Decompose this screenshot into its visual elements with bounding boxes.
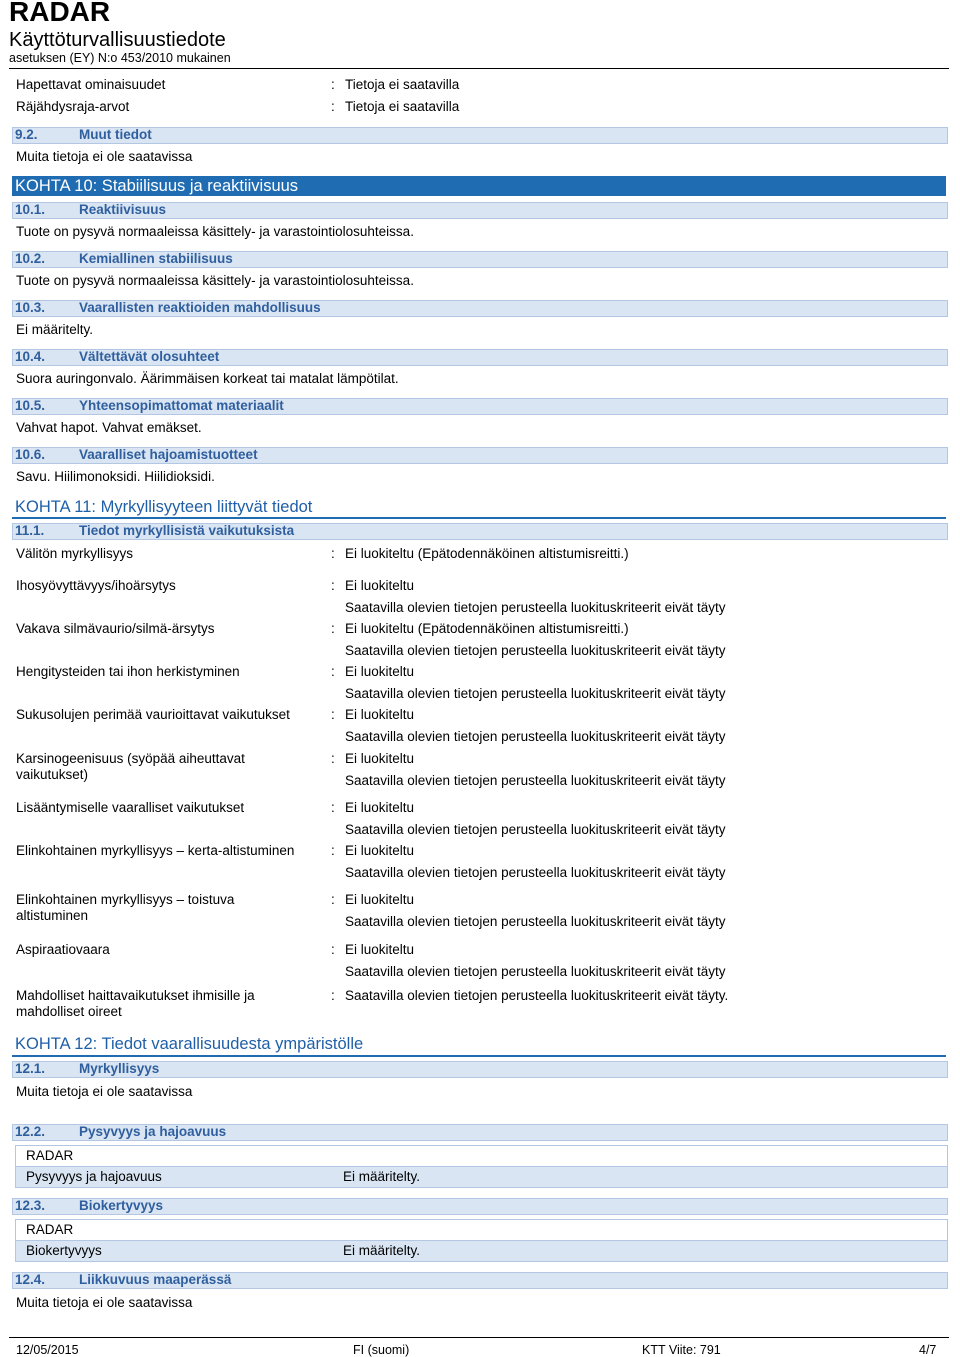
subsection-text: Suora auringonvalo. Äärimmäisen korkeat tai matalat lämpötilat. — [16, 371, 399, 386]
section-title: KOHTA 12: Tiedot vaarallisuudesta ympäristölle — [15, 1035, 364, 1053]
tox-label: Aspiraatiovaara — [16, 942, 110, 957]
subsection-number: 10.4. — [15, 349, 46, 364]
tox-label: Lisääntymiselle vaaralliset vaikutukset — [16, 800, 245, 815]
tox-colon: : — [331, 664, 335, 679]
table-cell-value: Ei määritelty. — [343, 1169, 421, 1184]
tox-note: Saatavilla olevien tietojen perusteella luokituskriteerit eivät täyty — [345, 865, 726, 880]
subsection-title: Pysyvyys ja hajoavuus — [79, 1124, 227, 1139]
tox-value: Ei luokiteltu — [345, 942, 415, 957]
tox-label: Välitön myrkyllisyys — [16, 546, 134, 561]
table-header-row — [16, 1220, 947, 1241]
tox-note: Saatavilla olevien tietojen perusteella luokituskriteerit eivät täyty — [345, 964, 726, 979]
subsection-heading-10-3 — [12, 300, 948, 317]
subsection-title: Biokertyvyys — [79, 1198, 164, 1213]
tox-value: Ei luokiteltu — [345, 800, 415, 815]
prop-colon: : — [331, 99, 335, 114]
tox-label: Karsinogeenisuus (syöpää aiheuttavat — [16, 751, 245, 766]
subsection-number: 12.1. — [15, 1061, 46, 1076]
subsection-heading-10-5 — [12, 398, 948, 415]
tox-value: Ei luokiteltu — [345, 892, 415, 907]
tox-label-cont: altistuminen — [16, 908, 89, 923]
subsection-number: 11.1. — [15, 523, 45, 538]
subsection-title: Muut tiedot — [79, 127, 152, 142]
subsection-heading-12-2 — [12, 1124, 948, 1141]
subsection-text: Muita tietoja ei ole saatavissa — [16, 149, 193, 164]
subsection-title: Myrkyllisyys — [79, 1061, 160, 1076]
table-cell-label: Pysyvyys ja hajoavuus — [26, 1169, 162, 1184]
subsection-heading-10-1 — [12, 202, 948, 219]
tox-label-cont: mahdolliset oireet — [16, 1004, 122, 1019]
section-12-rule — [12, 1055, 946, 1057]
tox-value: Ei luokiteltu (Epätodennäköinen altistumisreitti.) — [345, 546, 629, 561]
prop-colon: : — [331, 77, 335, 92]
tox-value: Ei luokiteltu — [345, 843, 415, 858]
subsection-number: 12.3. — [15, 1198, 46, 1213]
table-cell-value: Ei määritelty. — [343, 1243, 421, 1258]
document-title: Käyttöturvallisuustiedote — [9, 29, 226, 51]
subsection-number: 10.3. — [15, 300, 46, 315]
table-product: RADAR — [26, 1148, 74, 1163]
regulation-note: asetuksen (EY) N:o 453/2010 mukainen — [9, 51, 231, 65]
tox-colon: : — [331, 800, 335, 815]
table-row — [16, 1167, 947, 1187]
tox-value: Ei luokiteltu (Epätodennäköinen altistumisreitti.) — [345, 621, 629, 636]
subsection-text: Savu. Hiilimonoksidi. Hiilidioksidi. — [16, 469, 215, 484]
subsection-heading-12-1 — [12, 1061, 948, 1078]
subsection-heading-12-4 — [12, 1272, 948, 1289]
subsection-number: 12.4. — [15, 1272, 46, 1287]
subsection-number: 10.5. — [15, 398, 46, 413]
tox-colon: : — [331, 751, 335, 766]
tox-colon: : — [331, 988, 335, 1003]
section-11-heading — [12, 497, 946, 517]
subsection-heading-10-2 — [12, 251, 948, 268]
subsection-text: Ei määritelty. — [16, 322, 94, 337]
subsection-number: 9.2. — [15, 127, 38, 142]
subsection-text: Vahvat hapot. Vahvat emäkset. — [16, 420, 202, 435]
tox-label: Vakava silmävaurio/silmä-ärsytys — [16, 621, 215, 636]
subsection-title: Kemiallinen stabiilisuus — [79, 251, 233, 266]
tox-label: Ihosyövyttävyys/ihoärsytys — [16, 578, 176, 593]
tox-value: Ei luokiteltu — [345, 707, 415, 722]
subsection-heading-9-2 — [12, 127, 948, 144]
tox-label: Sukusolujen perimää vaurioittavat vaikutukset — [16, 707, 290, 722]
subsection-title: Vaarallisten reaktioiden mahdollisuus — [79, 300, 321, 315]
tox-note: Saatavilla olevien tietojen perusteella luokituskriteerit eivät täyty — [345, 643, 726, 658]
tox-colon: : — [331, 707, 335, 722]
subsection-text: Tuote on pysyvä normaaleissa käsittely- ja varastointiolosuhteissa. — [16, 224, 414, 239]
tox-label: Elinkohtainen myrkyllisyys – kerta-altistuminen — [16, 843, 295, 858]
tox-label: Mahdolliset haittavaikutukset ihmisille ja — [16, 988, 255, 1003]
section-12-heading — [12, 1034, 946, 1054]
tox-colon: : — [331, 942, 335, 957]
section-title: KOHTA 11: Myrkyllisyyteen liittyvät tiedot — [15, 498, 313, 516]
subsection-heading-11-1 — [12, 523, 948, 540]
table-row — [16, 1241, 947, 1261]
subsection-number: 12.2. — [15, 1124, 46, 1139]
tox-value: Ei luokiteltu — [345, 664, 415, 679]
footer-page-number: 4/7 — [919, 1343, 937, 1357]
table-product: RADAR — [26, 1222, 74, 1237]
subsection-number: 10.1. — [15, 202, 46, 217]
prop-label: Räjähdysraja-arvot — [16, 99, 130, 114]
tox-colon: : — [331, 892, 335, 907]
subsection-heading-10-4 — [12, 349, 948, 366]
tox-note: Saatavilla olevien tietojen perusteella luokituskriteerit eivät täyty — [345, 773, 726, 788]
tox-note: Saatavilla olevien tietojen perusteella luokituskriteerit eivät täyty — [345, 729, 726, 744]
section-11-rule — [12, 517, 946, 519]
prop-value: Tietoja ei saatavilla — [345, 99, 460, 114]
tox-label: Elinkohtainen myrkyllisyys – toistuva — [16, 892, 235, 907]
section-10-heading — [12, 176, 946, 196]
prop-label: Hapettavat ominaisuudet — [16, 77, 166, 92]
prop-value: Tietoja ei saatavilla — [345, 77, 460, 92]
subsection-number: 10.2. — [15, 251, 46, 266]
tox-value: Ei luokiteltu — [345, 751, 415, 766]
tox-colon: : — [331, 578, 335, 593]
subsection-text: Muita tietoja ei ole saatavissa — [16, 1084, 193, 1099]
tox-note: Saatavilla olevien tietojen perusteella luokituskriteerit eivät täyty — [345, 686, 726, 701]
footer-language: FI (suomi) — [353, 1343, 410, 1357]
subsection-title: Vältettävät olosuhteet — [79, 349, 220, 364]
subsection-title: Reaktiivisuus — [79, 202, 167, 217]
subsection-title: Yhteensopimattomat materiaalit — [79, 398, 284, 413]
subsection-heading-12-3 — [12, 1198, 948, 1215]
footer-date: 12/05/2015 — [16, 1343, 79, 1357]
tox-note: Saatavilla olevien tietojen perusteella luokituskriteerit eivät täyty — [345, 914, 726, 929]
tox-colon: : — [331, 843, 335, 858]
tox-value: Saatavilla olevien tietojen perusteella luokituskriteerit eivät täyty. — [345, 988, 729, 1003]
subsection-text: Tuote on pysyvä normaaleissa käsittely- ja varastointiolosuhteissa. — [16, 273, 414, 288]
footer-rule — [9, 1337, 949, 1338]
subsection-title: Liikkuvuus maaperässä — [79, 1272, 232, 1287]
table-header-row — [16, 1146, 947, 1167]
bioaccumulation-table — [15, 1219, 948, 1262]
subsection-title: Vaaralliset hajoamistuotteet — [79, 447, 258, 462]
subsection-title: Tiedot myrkyllisistä vaikutuksista — [79, 523, 295, 538]
tox-colon: : — [331, 621, 335, 636]
tox-colon: : — [331, 546, 335, 561]
product-name: RADAR — [9, 0, 111, 27]
subsection-number: 10.6. — [15, 447, 46, 462]
tox-value: Ei luokiteltu — [345, 578, 415, 593]
footer-reference: KTT Viite: 791 — [642, 1343, 721, 1357]
tox-note: Saatavilla olevien tietojen perusteella luokituskriteerit eivät täyty — [345, 822, 726, 837]
tox-label: Hengitysteiden tai ihon herkistyminen — [16, 664, 240, 679]
header-rule — [9, 68, 949, 69]
subsection-heading-10-6 — [12, 447, 948, 464]
tox-label-cont: vaikutukset) — [16, 767, 89, 782]
table-cell-label: Biokertyvyys — [26, 1243, 102, 1258]
subsection-text: Muita tietoja ei ole saatavissa — [16, 1295, 193, 1310]
tox-note: Saatavilla olevien tietojen perusteella luokituskriteerit eivät täyty — [345, 600, 726, 615]
persistence-table — [15, 1145, 948, 1188]
section-title: KOHTA 10: Stabiilisuus ja reaktiivisuus — [15, 177, 299, 195]
